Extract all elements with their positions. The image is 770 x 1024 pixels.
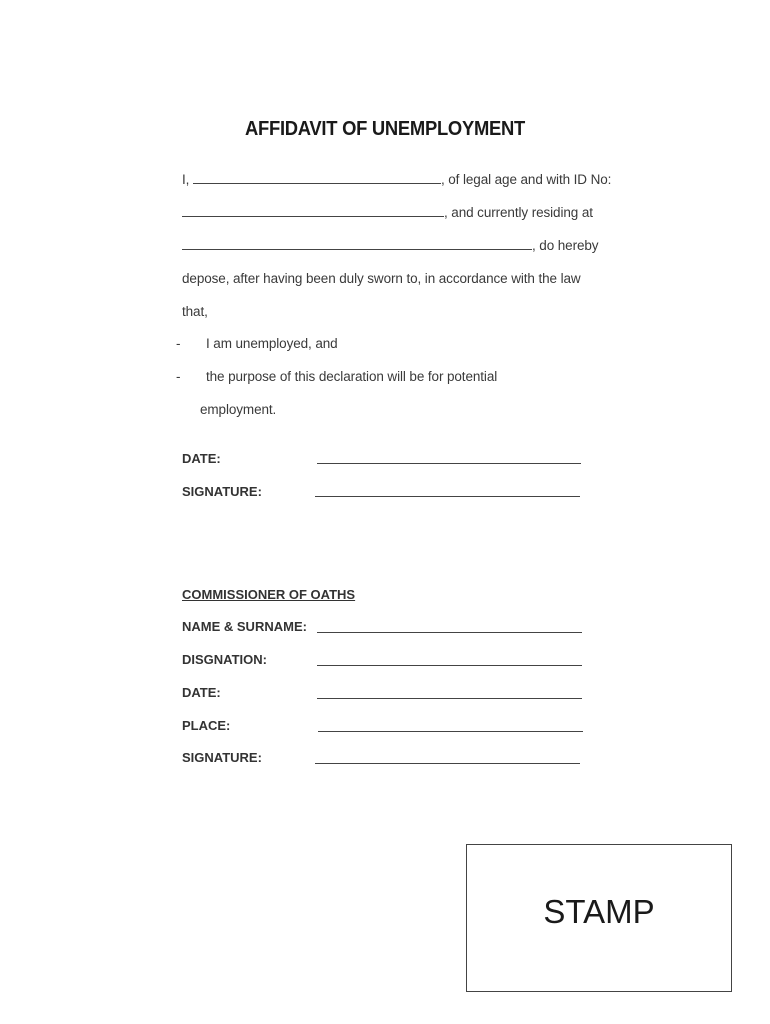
stamp-label: STAMP	[543, 893, 655, 930]
signature-field-line[interactable]	[315, 496, 580, 497]
bullet-marker: -	[176, 369, 181, 384]
commissioner-place-label: PLACE:	[182, 718, 231, 733]
name-blank[interactable]	[193, 172, 441, 184]
commissioner-designation-line[interactable]	[317, 665, 582, 666]
bullet-purpose: the purpose of this declaration will be for potential	[206, 369, 498, 384]
date-field-line[interactable]	[317, 463, 581, 464]
commissioner-heading: COMMISSIONER OF OATHS	[182, 587, 356, 602]
id-prefix: , of legal age and with ID No:	[440, 172, 612, 187]
paragraph-line-5: that,	[182, 304, 208, 319]
commissioner-signature-label: SIGNATURE:	[182, 750, 262, 765]
signature-label: SIGNATURE:	[182, 484, 262, 499]
commissioner-name-line[interactable]	[317, 632, 582, 633]
commissioner-place-line[interactable]	[318, 731, 583, 732]
id-number-blank[interactable]	[182, 205, 444, 217]
address-blank[interactable]	[182, 238, 532, 250]
paragraph-line-1	[182, 172, 611, 187]
bullet-marker: -	[176, 336, 181, 351]
intro-prefix: I,	[182, 172, 190, 187]
commissioner-designation-label: DISGNATION:	[182, 652, 267, 667]
hereby-text: , do hereby	[532, 238, 599, 253]
paragraph-line-2	[182, 205, 593, 220]
document-title: AFFIDAVIT OF UNEMPLOYMENT	[245, 118, 525, 140]
commissioner-signature-line[interactable]	[315, 763, 580, 764]
paragraph-line-3	[182, 238, 598, 253]
commissioner-date-line[interactable]	[317, 698, 582, 699]
paragraph-line-4: depose, after having been duly sworn to, in accordance with the law	[182, 271, 581, 286]
bullet-unemployed: I am unemployed, and	[206, 336, 338, 351]
date-label: DATE:	[182, 451, 221, 466]
residing-text: , and currently residing at	[444, 205, 593, 220]
bullet-purpose-continuation: employment.	[200, 402, 277, 417]
commissioner-date-label: DATE:	[182, 685, 221, 700]
commissioner-name-label: NAME & SURNAME:	[182, 619, 307, 634]
